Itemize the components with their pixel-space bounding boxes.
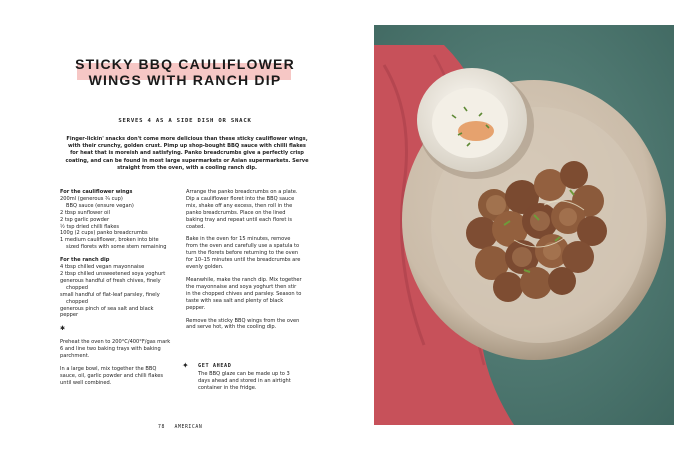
asterisk-icon: ✱ bbox=[60, 325, 66, 333]
right-column bbox=[186, 189, 302, 337]
food-photo-illustration bbox=[374, 25, 674, 425]
ingredient: 100g (2 cups) panko breadcrumbs bbox=[60, 230, 148, 237]
ingredient: 2 tbsp sunflower oil bbox=[60, 209, 110, 216]
title-line-2: WINGS WITH RANCH DIP bbox=[88, 72, 282, 88]
recipe-intro: Finger-lickin' snacks don't come more delicious than these sticky cauliflower wings, with their crunchy, golden crust. Pimp up shop-bought BBQ sauce with chilli flakes for heat that is moreish and satisfying. Panko breadcrumbs give a perfectly crisp coating, and can be found in most large supermarkets or Asian supermarkets. Serve straight from the oven, with a cooling ranch dip. bbox=[65, 136, 309, 171]
method-step: In a large bowl, mix together the BBQ sauce, oil, garlic powder and chilli flakes until well combined. bbox=[60, 366, 164, 386]
ingredient: 4 tbsp chilled vegan mayonnaise bbox=[60, 264, 145, 271]
serves-note: SERVES 4 AS A SIDE DISH OR SNACK bbox=[118, 118, 252, 124]
page-footer bbox=[158, 425, 202, 430]
ingredient: generous handful of fresh chives, finely bbox=[60, 277, 161, 284]
ingredient: ½ tsp dried chilli flakes bbox=[60, 223, 119, 230]
get-ahead-text: The BBQ glaze can be made up to 3 days ahead and stored in an airtight container in the fridge. bbox=[198, 371, 291, 391]
ingredient: 200ml (generous ¾ cup) bbox=[60, 195, 123, 202]
ingredient: small handful of flat-leaf parsley, finely bbox=[60, 291, 160, 298]
ingredient: BBQ sauce (ensure vegan) bbox=[66, 202, 134, 209]
get-ahead-heading: GET AHEAD bbox=[198, 363, 232, 369]
ingredient: chopped bbox=[66, 298, 88, 305]
ingredient: 2 tbsp chilled unsweetened soya yoghurt bbox=[60, 270, 166, 277]
ranch-heading: For the ranch dip bbox=[60, 257, 110, 264]
method-step: Preheat the oven to 200°C/400°F/gas mark 6 and line two baking trays with baking parchment. bbox=[60, 339, 171, 360]
ingredient: chopped bbox=[66, 284, 88, 291]
recipe-photo bbox=[374, 25, 674, 425]
method-step: Bake in the oven for 15 minutes, remove from the oven and carefully use a spatula to turn the florets before returning to the oven for 10–15 minutes until the breadcrumbs are evenly golden. bbox=[186, 236, 301, 271]
page-number: 78 bbox=[158, 425, 165, 430]
cauliflower-heading: For the cauliflower wings bbox=[60, 189, 133, 195]
method-step: Meanwhile, make the ranch dip. Mix together the mayonnaise and soya yoghurt then stir in the chopped chives and parsley. Season to taste with sea salt and plenty of black pepper. bbox=[186, 276, 302, 311]
ingredient: generous pinch of sea salt and black pepper bbox=[60, 305, 154, 319]
method-step: Remove the sticky BBQ wings from the oven and serve hot, with the cooling dip. bbox=[186, 317, 300, 331]
sparkle-icon: ✦ bbox=[182, 361, 189, 370]
title-line-1: STICKY BBQ CAULIFLOWER bbox=[75, 56, 295, 72]
left-column bbox=[60, 189, 172, 393]
ingredient: sized florets with some stem remaining bbox=[66, 244, 167, 251]
ingredient: 1 medium cauliflower, broken into bite bbox=[60, 237, 159, 244]
method-step: Arrange the panko breadcrumbs on a plate. Dip a cauliflower floret into the BBQ sauce mix, shake off any excess, then roll in the panko breadcrumbs. Place on the lined baking tray and repeat until each floret is coated. bbox=[186, 189, 298, 230]
recipe-title bbox=[60, 56, 310, 88]
ingredient: 2 tsp garlic powder bbox=[60, 216, 110, 223]
section-name: AMERICAN bbox=[174, 425, 203, 430]
